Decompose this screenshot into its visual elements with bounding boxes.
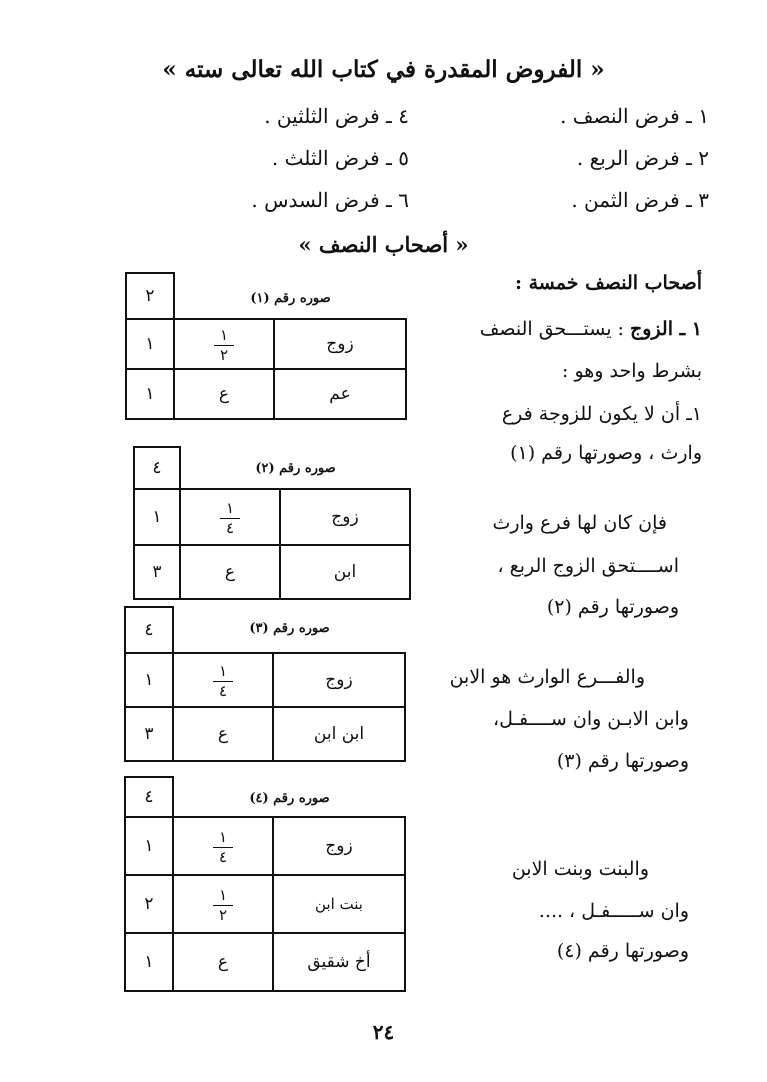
share-item-4: ٤ ـ فرض الثلثين . — [264, 104, 409, 128]
share-cell — [174, 319, 274, 369]
count-cell: ٣ — [125, 707, 173, 761]
fraction — [214, 328, 234, 363]
case-3-line-2: وابن الابـن وان ســــفـل، — [492, 708, 689, 730]
heir-cell: أخ شقيق — [273, 933, 405, 991]
case-3-line-1: والفـــرع الوارث هو الابن — [449, 666, 645, 688]
figure-3-ref: وصورتها رقم (٣) — [556, 750, 689, 772]
figure-caption: صوره رقم (٣) — [249, 621, 330, 636]
share-cell: ع — [173, 707, 273, 761]
base-cell: ٤ — [125, 607, 173, 653]
figure-caption: صوره رقم (٤) — [249, 791, 330, 806]
case-2-line-1: فإن كان لها فرع وارث — [492, 512, 667, 534]
heir-cell: زوج — [273, 817, 405, 875]
heir-cell: بنت ابن — [273, 875, 405, 933]
count-cell: ٣ — [134, 545, 180, 599]
count-cell: ١ — [126, 369, 174, 419]
share-cell: ع — [180, 545, 280, 599]
base-cell: ٤ — [125, 777, 173, 817]
heir-cell: زوج — [280, 489, 410, 545]
share-item-2: ٢ ـ فرض الربع . — [576, 146, 709, 170]
fraction-denominator: ٤ — [218, 682, 228, 700]
condition-line: بشرط واحد وهو : — [562, 360, 702, 382]
count-cell: ٢ — [125, 875, 173, 933]
fraction-numerator: ١ — [218, 662, 228, 680]
husband-heading: ١ ـ الزوج — [629, 318, 702, 340]
share-item-1: ١ ـ فرض النصف . — [560, 104, 709, 128]
page-title: « الفروض المقدرة في كتاب الله تعالى سته » — [162, 56, 605, 83]
count-cell: ١ — [125, 653, 173, 707]
count-cell: ١ — [126, 319, 174, 369]
fraction-numerator: ١ — [219, 326, 229, 344]
fraction — [220, 501, 240, 536]
count-cell: ١ — [125, 817, 173, 875]
fraction-denominator: ٢ — [218, 906, 228, 924]
husband-line-rest: : يستـــحق النصف — [479, 318, 624, 340]
figure-2-table — [133, 446, 411, 600]
figure-2-ref: وصورتها رقم (٢) — [546, 596, 679, 618]
heir-cell: ابن ابن — [273, 707, 405, 761]
figure-4-ref: وصورتها رقم (٤) — [556, 940, 689, 962]
husband-line — [480, 318, 702, 340]
condition-1-line: ١ـ أن لا يكون للزوجة فرع — [501, 403, 702, 425]
figure-caption: صوره رقم (٢) — [255, 461, 336, 476]
figure-3-table — [124, 606, 406, 762]
fraction-denominator: ٤ — [218, 848, 228, 866]
share-item-5: ٥ ـ فرض الثلث . — [271, 146, 409, 170]
share-item-6: ٦ ـ فرض السدس . — [251, 188, 409, 212]
share-cell: ع — [174, 369, 274, 419]
share-cell — [173, 875, 273, 933]
case-4-line-1: والبنت وبنت الابن — [511, 858, 649, 880]
share-item-3: ٣ ـ فرض الثمن . — [571, 188, 709, 212]
share-cell — [173, 817, 273, 875]
figure-1-table — [125, 272, 407, 420]
base-cell: ٤ — [134, 447, 180, 489]
figure-caption: صوره رقم (١) — [250, 291, 331, 306]
case-4-line-2: وان ســـــفـل ، .... — [538, 900, 689, 922]
fraction-numerator: ١ — [225, 499, 235, 517]
figure-1-ref: وارث ، وصورتها رقم (١) — [510, 442, 702, 464]
fraction-denominator: ٤ — [225, 519, 235, 537]
intro-text: أصحاب النصف خمسة : — [514, 272, 702, 294]
section-title: « أصحاب النصف » — [298, 232, 469, 257]
case-2-line-2: اســــتحق الزوج الربع ، — [497, 555, 679, 577]
share-cell — [180, 489, 280, 545]
heir-cell: ابن — [280, 545, 410, 599]
fraction — [213, 888, 233, 923]
count-cell: ١ — [134, 489, 180, 545]
base-cell: ٢ — [126, 273, 174, 319]
heir-cell: عم — [274, 369, 406, 419]
fraction-numerator: ١ — [218, 828, 228, 846]
page-number: ٢٤ — [372, 1020, 395, 1044]
fraction-numerator: ١ — [218, 886, 228, 904]
heir-cell: زوج — [273, 653, 405, 707]
count-cell: ١ — [125, 933, 173, 991]
heir-cell: زوج — [274, 319, 406, 369]
share-cell: ع — [173, 933, 273, 991]
fraction — [213, 664, 233, 699]
figure-4-table — [124, 776, 406, 992]
fraction — [213, 830, 233, 865]
fraction-denominator: ٢ — [219, 346, 229, 364]
share-cell — [173, 653, 273, 707]
